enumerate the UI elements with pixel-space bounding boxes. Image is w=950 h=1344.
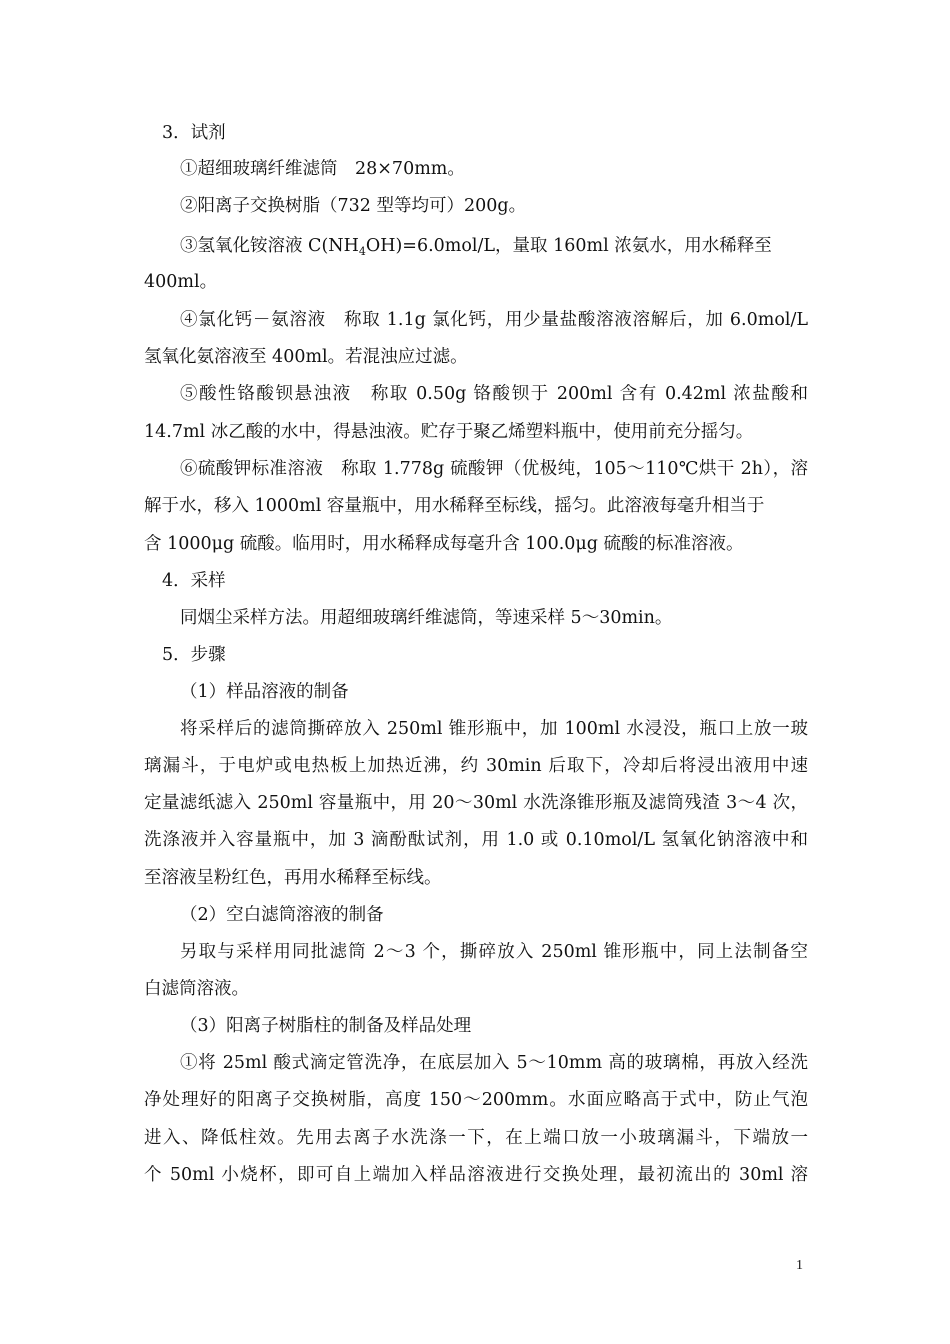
reagent-3-line-1	[180, 234, 808, 258]
reagent-2: ②阳离子交换树脂（732 型等均可）200g。	[180, 196, 527, 216]
reagent-3-text-b: OH)=6.0mol/L，量取 160ml 浓氨水，用水稀释至	[365, 236, 772, 256]
reagent-6-line-3: 含 1000μg 硫酸。临用时，用水稀释成每毫升含 100.0μg 硫酸的标准溶液。	[144, 534, 744, 554]
page-number: 1	[796, 1258, 803, 1273]
reagent-3-text-a: ③氢氧化铵溶液 C(NH	[180, 236, 359, 256]
reagent-5-line-1: ⑤酸性铬酸钡悬浊液 称取 0.50g 铬酸钡于 200ml 含有 0.42ml 浓盐酸和	[180, 384, 808, 404]
sampling-text: 同烟尘采样方法。用超细玻璃纤维滤筒，等速采样 5～30min。	[180, 608, 673, 628]
step-2-line-2: 白滤筒溶液。	[144, 979, 249, 999]
step-1-line-2: 璃漏斗，于电炉或电热板上加热近沸，约 30min 后取下，冷却后将浸出液用中速	[144, 756, 808, 776]
reagent-6-line-2: 解于水，移入 1000ml 容量瓶中，用水稀释至标线，摇匀。此溶液每毫升相当于	[144, 496, 765, 516]
step-1-line-4: 洗涤液并入容量瓶中，加 3 滴酚酞试剂，用 1.0 或 0.10mol/L 氢氧化钠溶液中和	[144, 830, 808, 850]
step-3-line-4: 个 50ml 小烧杯，即可自上端加入样品溶液进行交换处理，最初流出的 30ml 溶	[144, 1165, 808, 1185]
step-1-line-5: 至溶液呈粉红色，再用水稀释至标线。	[144, 868, 442, 888]
reagent-6-line-1: ⑥硫酸钾标准溶液 称取 1.778g 硫酸钾（优极纯，105～110℃烘干 2h），溶	[180, 459, 808, 479]
step-2-line-1: 另取与采样用同批滤筒 2～3 个，撕碎放入 250ml 锥形瓶中，同上法制备空	[180, 942, 808, 962]
reagent-3-subscript: 4	[358, 245, 366, 258]
step-3-heading: （3）阳离子树脂柱的制备及样品处理	[180, 1016, 472, 1036]
section-5-heading: 5．步骤	[162, 645, 226, 665]
step-3-line-3: 进入、降低柱效。先用去离子水洗涤一下，在上端口放一小玻璃漏斗，下端放一	[144, 1128, 808, 1148]
reagent-5-line-2: 14.7ml 冰乙酸的水中，得悬浊液。贮存于聚乙烯塑料瓶中，使用前充分摇匀。	[144, 422, 754, 442]
step-1-heading: （1）样品溶液的制备	[180, 682, 349, 702]
step-3-line-1: ①将 25ml 酸式滴定管洗净，在底层加入 5～10mm 高的玻璃棉，再放入经洗	[180, 1053, 808, 1073]
reagent-4-line-2: 氢氧化氨溶液至 400ml。若混浊应过滤。	[144, 347, 468, 367]
step-3-line-2: 净处理好的阳离子交换树脂，高度 150～200mm。水面应略高于式中，防止气泡	[144, 1090, 808, 1110]
section-3-heading: 3．试剂	[162, 123, 226, 143]
reagent-4-line-1: ④氯化钙－氨溶液 称取 1.1g 氯化钙，用少量盐酸溶液溶解后，加 6.0mol/L	[180, 310, 808, 330]
reagent-1: ①超细玻璃纤维滤筒 28×70mm。	[180, 159, 465, 179]
step-1-line-3: 定量滤纸滤入 250ml 容量瓶中，用 20～30ml 水洗涤锥形瓶及滤筒残渣 3～4 次，	[144, 793, 808, 813]
step-2-heading: （2）空白滤筒溶液的制备	[180, 905, 384, 925]
reagent-3-line-2: 400ml。	[144, 272, 218, 292]
step-1-line-1: 将采样后的滤筒撕碎放入 250ml 锥形瓶中，加 100ml 水浸没，瓶口上放一玻	[180, 719, 808, 739]
section-4-heading: 4．采样	[162, 571, 226, 591]
